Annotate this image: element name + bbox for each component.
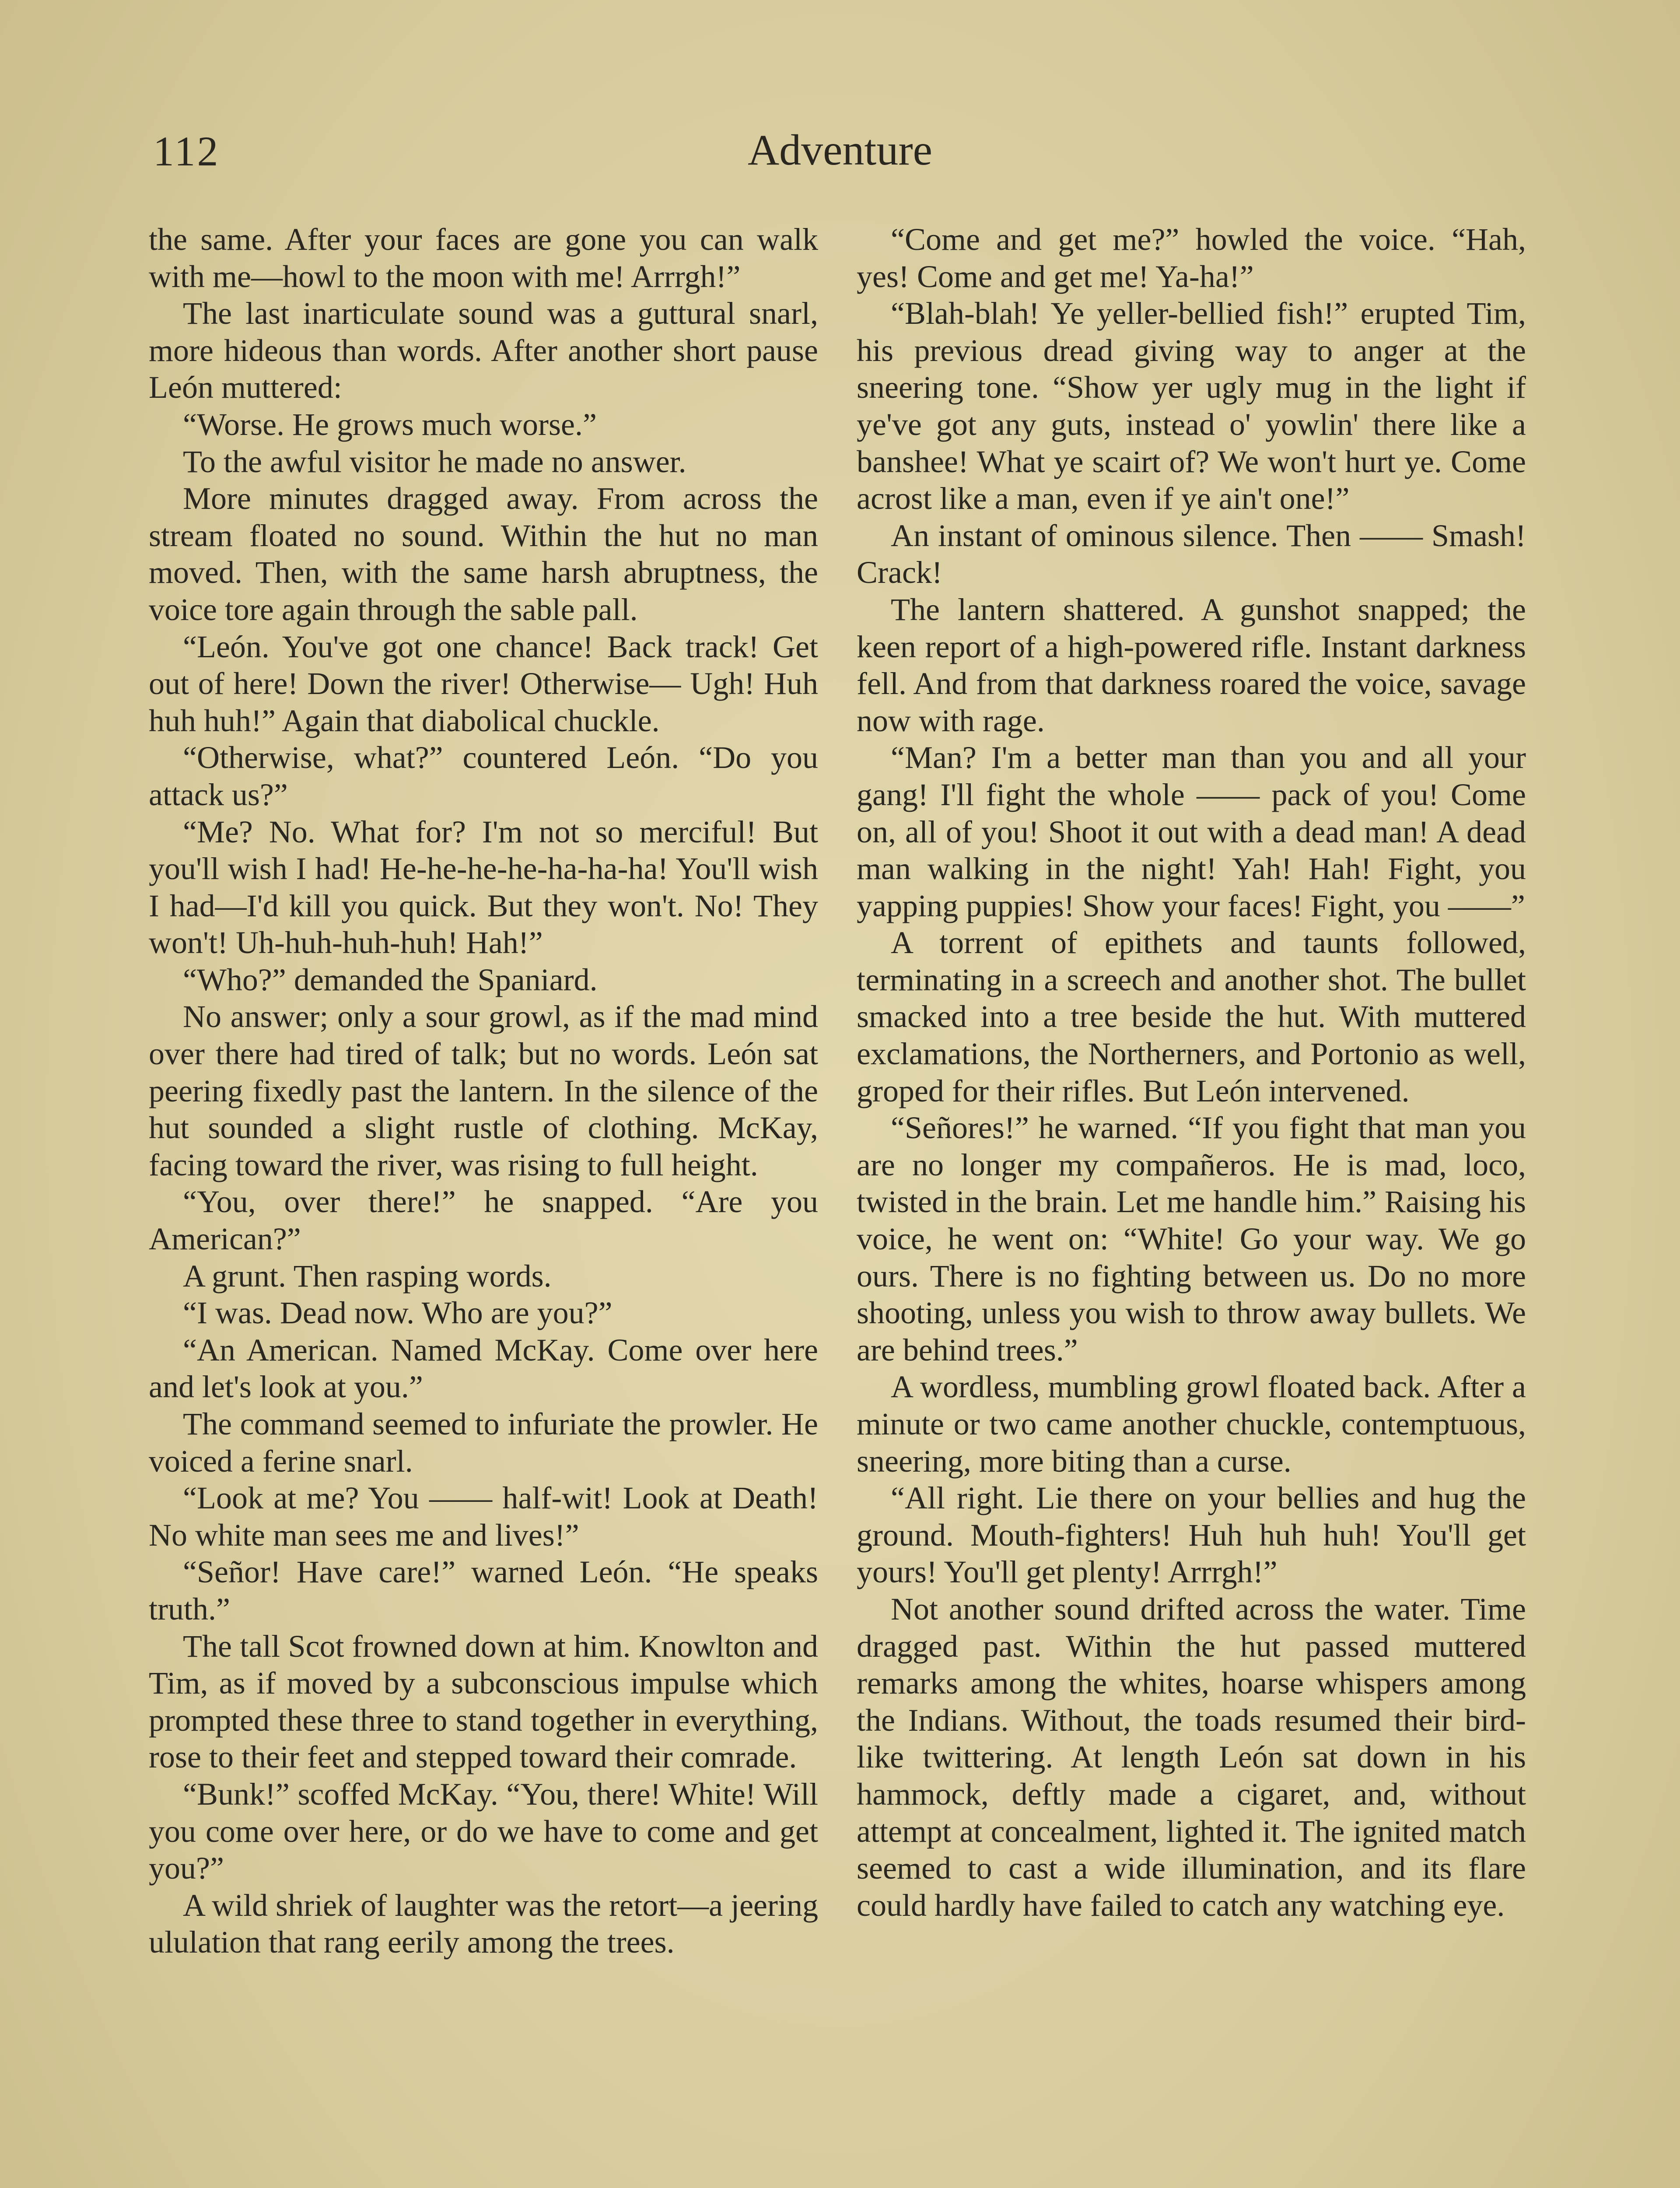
paragraph: “You, over there!” he snapped. “Are you American?” (149, 1184, 818, 1257)
paragraph: “I was. Dead now. Who are you?” (183, 1295, 612, 1331)
left-column (149, 221, 818, 1961)
paragraph: “Man? I'm a better man than you and all your gang! I'll fight the whole —— pack of you! Come on, all of you! Shoot it out with a dead man! A dead man walking in the night! Yah! Hah! Fight, you yapping puppies! Show your faces! Fight, you ——” (857, 740, 1526, 923)
running-head: Adventure (747, 126, 933, 174)
paragraph: More minutes dragged away. From across the stream floated no sound. Within the hut no man moved. Then, with the same harsh abruptness, the voice tore again through the sable pall. (149, 481, 818, 627)
paragraph: The last inarticulate sound was a guttural snarl, more hideous than words. After another short pause León muttered: (149, 296, 818, 405)
paragraph: A wild shriek of laughter was the retort—a jeering ululation that rang eerily among the trees. (149, 1887, 818, 1960)
right-column (857, 221, 1526, 1924)
paragraph: “León. You've got one chance! Back track! Get out of here! Down the river! Otherwise— Ugh! Huh huh huh!” Again that diabolical chuckle. (149, 629, 818, 738)
paragraph: “Worse. He grows much worse.” (183, 407, 597, 442)
paragraph: The lantern shattered. A gunshot snapped; the keen report of a high-powered rifle. Instant darkness fell. And from that darkness roared the voice, savage now with rage. (857, 592, 1526, 738)
paragraph: “Otherwise, what?” countered León. “Do you attack us?” (149, 740, 818, 812)
paragraph: No answer; only a sour growl, as if the mad mind over there had tired of talk; but no words. León sat peering fixedly past the lantern. In the silence of the hut sounded a slight rustle of clothing. McKay, facing toward the river, was rising to full height. (149, 999, 818, 1182)
paragraph: “All right. Lie there on your bellies and hug the ground. Mouth-fighters! Huh huh huh! You'll get yours! You'll get plenty! Arrrgh!” (857, 1480, 1526, 1590)
paragraph: “Come and get me?” howled the voice. “Hah, yes! Come and get me! Ya-ha!” (857, 222, 1526, 294)
paragraph: Not another sound drifted across the water. Time dragged past. Within the hut passed muttered remarks among the whites, hoarse whispers among the Indians. Without, the toads resumed their bird-like twittering. At length León sat down in his hammock, deftly made a cigaret, and, without attempt at concealment, lighted it. The ignited match seemed to cast a wide illumination, and its flare could hardly have failed to catch any watching eye. (857, 1591, 1526, 1923)
paragraph: A wordless, mumbling growl floated back. After a minute or two came another chuckle, contemptuous, sneering, more biting than a curse. (857, 1369, 1526, 1479)
paragraph: “Señor! Have care!” warned León. “He speaks truth.” (149, 1554, 818, 1627)
paragraph: A torrent of epithets and taunts followed, terminating in a screech and another shot. The bullet smacked into a tree beside the hut. With muttered exclamations, the Northerners, and Portonio as well, groped for their rifles. But León intervened. (857, 925, 1526, 1108)
paragraph: The command seemed to infuriate the prowler. He voiced a ferine snarl. (149, 1406, 818, 1479)
paragraph: “Señores!” he warned. “If you fight that man you are no longer my compañeros. He is mad, loco, twisted in the brain. Let me handle him.” Raising his voice, he went on: “White! Go your way. We go ours. There is no fighting between us. Do no more shooting, unless you wish to throw away bullets. We are behind trees.” (857, 1110, 1526, 1368)
paragraph: the same. After your faces are gone you can walk with me—howl to the moon with me! Arrrgh!” (149, 222, 818, 294)
paragraph: “Who?” demanded the Spaniard. (183, 962, 598, 997)
paragraph: “Me? No. What for? I'm not so merciful! But you'll wish I had! He-he-he-he-ha-ha-ha! You'll wish I had—I'd kill you quick. But they won't. No! They won't! Uh-huh-huh-huh! Hah!” (149, 814, 818, 961)
paragraph: To the awful visitor he made no answer. (183, 444, 686, 479)
page-number: 112 (153, 128, 220, 175)
paragraph: The tall Scot frowned down at him. Knowlton and Tim, as if moved by a subconscious impulse which prompted these three to stand together in everything, rose to their feet and stepped toward their comrade. (149, 1628, 818, 1775)
paragraph: “Blah-blah! Ye yeller-bellied fish!” erupted Tim, his previous dread giving way to anger at the sneering tone. “Show yer ugly mug in the light if ye've got any guts, instead o' yowlin' there like a banshee! What ye scairt of? We won't hurt ye. Come acrost like a man, even if ye ain't one!” (857, 296, 1526, 516)
paragraph: “Bunk!” scoffed McKay. “You, there! White! Will you come over here, or do we have to come and get you?” (149, 1776, 818, 1886)
paragraph: “An American. Named McKay. Come over here and let's look at you.” (149, 1332, 818, 1405)
paragraph: A grunt. Then rasping words. (183, 1258, 552, 1294)
paragraph: “Look at me? You —— half-wit! Look at Death! No white man sees me and lives!” (149, 1480, 818, 1553)
paragraph: An instant of ominous silence. Then —— Smash! Crack! (857, 518, 1526, 590)
